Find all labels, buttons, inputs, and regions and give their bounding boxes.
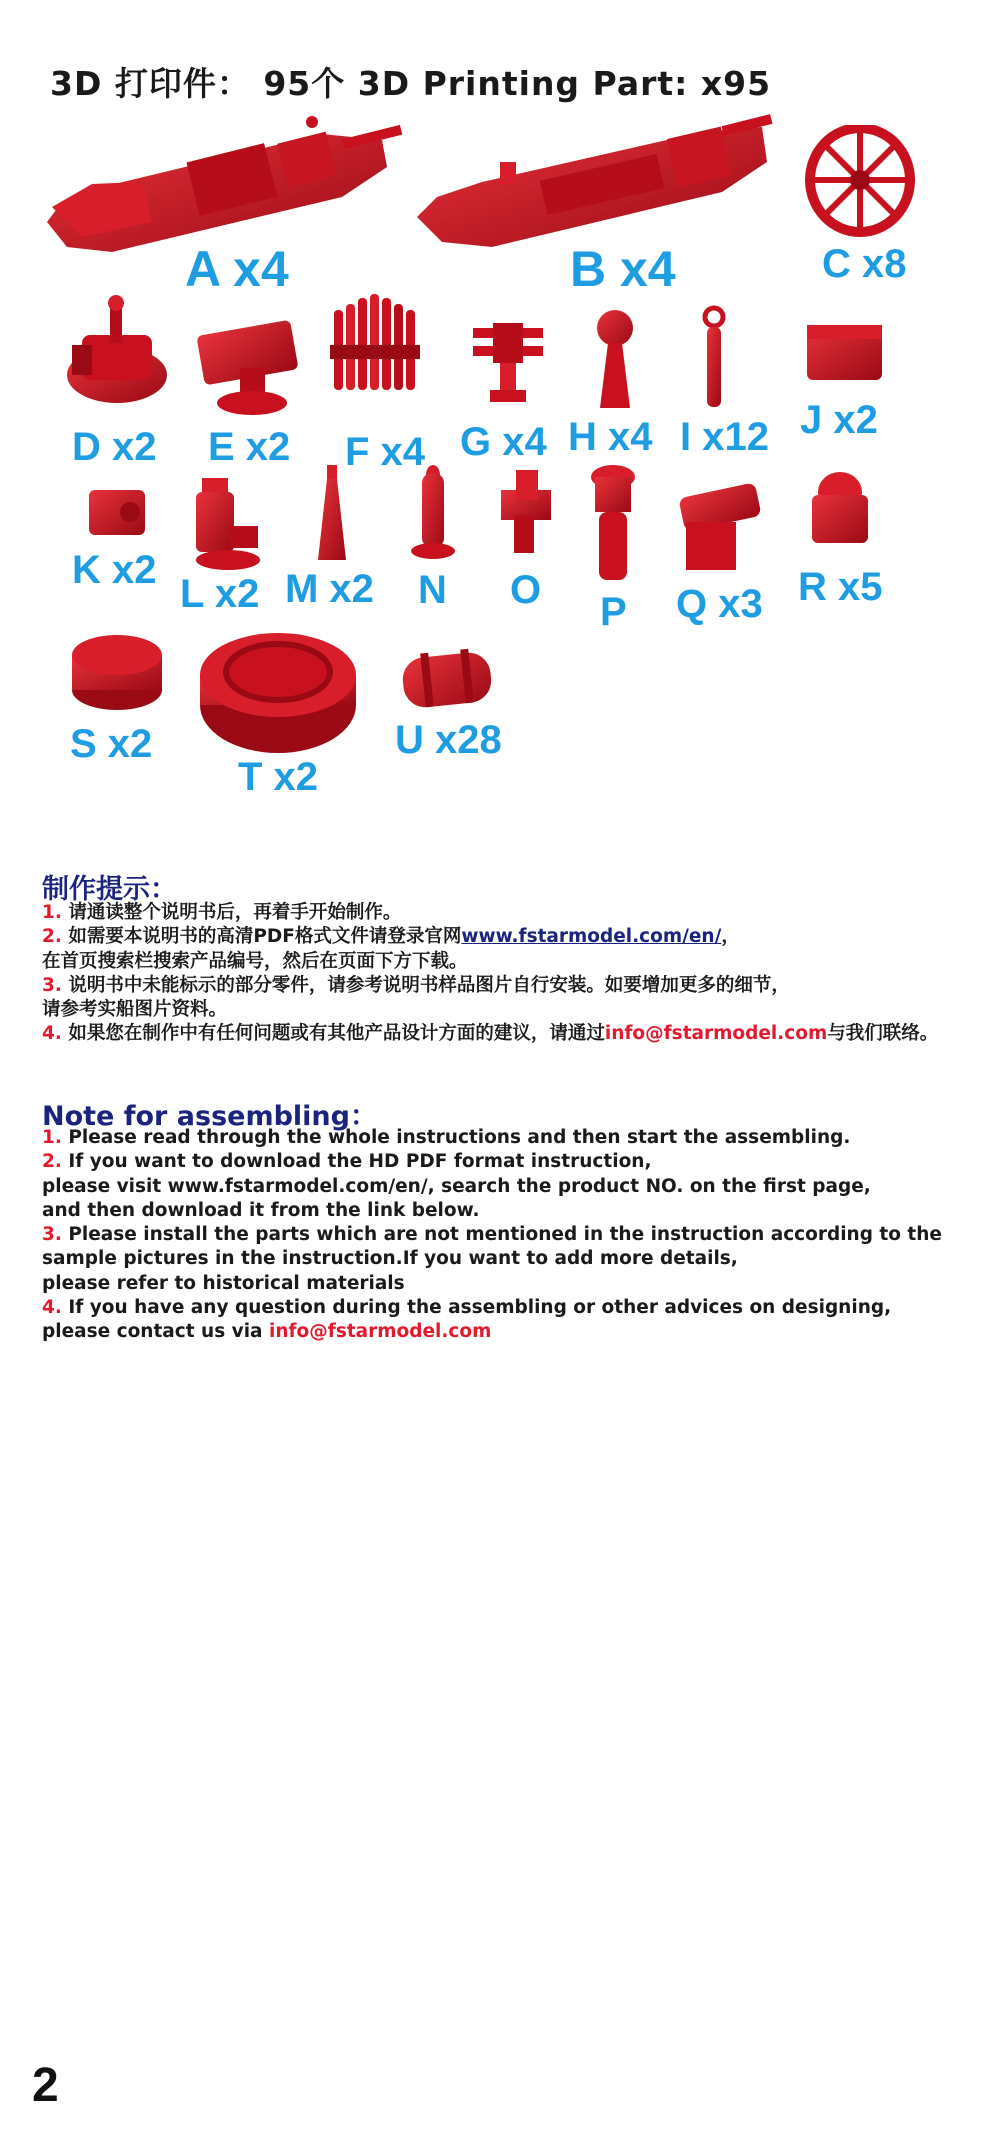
part-g-image [468, 318, 553, 408]
turret-base-icon [190, 478, 265, 573]
barrel-icon [395, 645, 500, 715]
part-o-label: O [510, 568, 542, 612]
bracket-icon [496, 470, 561, 560]
cn-note-line: 2. 如需要本说明书的高清PDF格式文件请登录官网www.fstarmodel.com/en/， [42, 926, 740, 948]
mast-icon [312, 465, 352, 565]
en-note-line: and then download it from the link below. [42, 1199, 480, 1221]
part-m-label: M x2 [285, 567, 374, 611]
part-f-label: F x4 [345, 430, 426, 474]
part-n-image [408, 465, 458, 565]
cap-icon [808, 470, 873, 550]
cn-note-line: 4. 如果您在制作中有任何问题或有其他产品设计方面的建议，请通过info@fstarmodel.com与我们联络。 [42, 1023, 939, 1045]
rocket-rack-icon [330, 290, 420, 410]
ring-icon [198, 630, 358, 755]
email-link[interactable]: info@fstarmodel.com [269, 1321, 492, 1343]
part-e-image [195, 308, 305, 418]
paddle-wheel-icon [805, 125, 915, 240]
l-block-icon [676, 482, 766, 577]
part-a-label: A x4 [185, 241, 289, 297]
part-p-image [588, 465, 638, 585]
part-n-label: N [418, 568, 447, 612]
part-k-label: K x2 [72, 548, 157, 592]
part-j-image [802, 315, 887, 390]
part-r-label: R x5 [798, 565, 883, 609]
launcher-icon [195, 308, 305, 418]
part-h-image [590, 308, 640, 413]
part-c-label: C x8 [822, 242, 907, 286]
part-o-image [496, 470, 561, 560]
part-e-label: E x2 [208, 425, 291, 469]
part-l-label: L x2 [180, 572, 260, 616]
post-icon [408, 465, 458, 565]
block-icon [85, 482, 150, 542]
en-notes-heading: Note for assembling： [42, 1101, 377, 1132]
gun-mount-icon [62, 295, 172, 410]
part-b-label: B x4 [570, 241, 676, 297]
cn-note-line: 1. 请通读整个说明书后，再着手开始制作。 [42, 902, 402, 923]
part-d-label: D x2 [72, 425, 157, 469]
en-note-line: please visit www.fstarmodel.com/en/, search the product NO. on the first page, [42, 1175, 871, 1197]
en-notes-list [42, 1126, 942, 1345]
page-number: 2 [32, 2059, 59, 2112]
cn-note-line: 3. 说明书中未能标示的部分零件，请参考说明书样品图片自行安装。如要增加更多的细节， [42, 974, 790, 996]
part-k-image [85, 482, 150, 542]
cn-note-line: 请参考实船图片资料。 [42, 999, 228, 1021]
part-u-image [395, 645, 500, 715]
cn-notes-list [42, 901, 938, 1047]
block-icon [802, 315, 887, 390]
part-f-image [330, 290, 420, 410]
column-icon [588, 465, 638, 585]
email-link[interactable]: info@fstarmodel.com [604, 1023, 828, 1045]
cn-note-line: 在首页搜索栏搜索产品编号，然后在页面下方下载。 [42, 950, 468, 972]
page-title: 3D 打印件： 95个 3D Printing Part: x95 [50, 64, 772, 103]
en-note-line: 3. Please install the parts which are not mentioned in the instruction according to the [42, 1224, 942, 1246]
davit-post-icon [692, 305, 737, 415]
part-t-image [198, 630, 358, 755]
part-i-image [692, 305, 737, 415]
en-note-line: please refer to historical materials [42, 1272, 405, 1294]
part-u-label: U x28 [395, 718, 502, 762]
en-note-line: sample pictures in the instruction.If you want to add more details, [42, 1248, 738, 1270]
part-m-image [312, 465, 352, 565]
part-l-image [190, 478, 265, 573]
twin-gun-icon [468, 318, 553, 408]
part-r-image [808, 470, 873, 550]
ventilator-icon [590, 308, 640, 413]
en-note-line: 4. If you have any question during the assembling or other advices on designing, [42, 1297, 892, 1319]
part-j-label: J x2 [800, 398, 878, 442]
part-i-label: I x12 [680, 415, 769, 459]
part-t-label: T x2 [238, 755, 319, 799]
cn-notes-heading: 制作提示： [42, 874, 177, 905]
part-h-label: H x4 [568, 415, 653, 459]
en-note-line: 2. If you want to download the HD PDF format instruction, [42, 1151, 652, 1173]
part-q-label: Q x3 [676, 582, 763, 626]
part-s-label: S x2 [70, 722, 153, 766]
part-s-image [70, 630, 165, 715]
part-q-image [676, 482, 766, 577]
en-note-line: please contact us via info@fstarmodel.com [42, 1321, 492, 1343]
en-note-line: 1. Please read through the whole instructions and then start the assembling. [42, 1127, 851, 1148]
cylinder-icon [70, 630, 165, 715]
part-d-image [62, 295, 172, 410]
part-c-image [805, 125, 915, 240]
part-g-label: G x4 [460, 420, 547, 464]
part-p-label: P [600, 590, 627, 634]
website-link[interactable]: www.fstarmodel.com/en/ [461, 926, 722, 948]
